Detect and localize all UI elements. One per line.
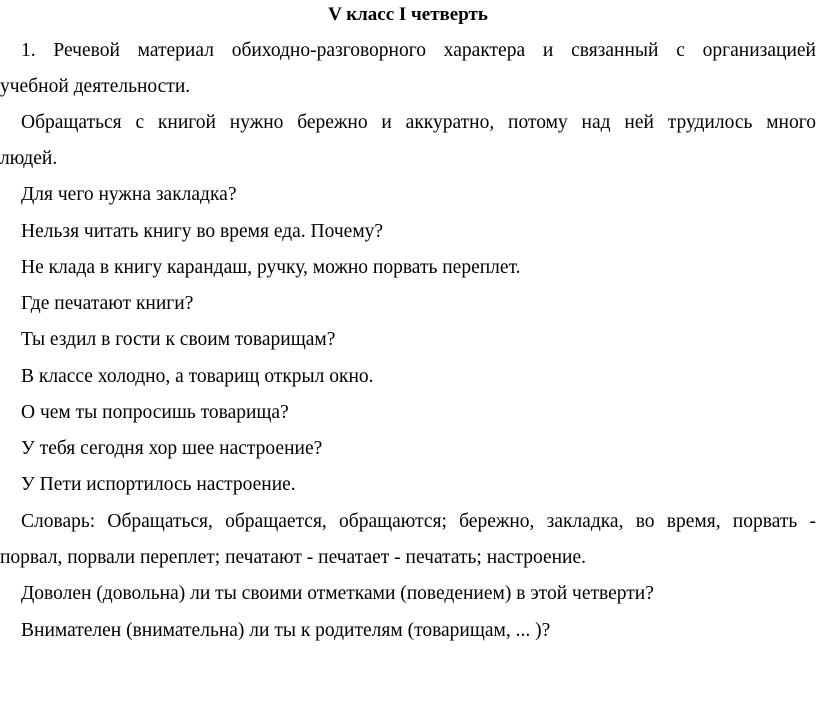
- sentence-line: Не клада в книгу карандаш, ручку, можно порвать переплет.: [21, 257, 521, 278]
- sentence-line: В классе холодно, а товарищ открыл окно.: [21, 366, 374, 387]
- question-line: Внимателен (внимательна) ли ты к родителям (товарищам, ... )?: [21, 620, 551, 641]
- question-line: У тебя сегодня хор шее настроение?: [21, 438, 323, 459]
- sentence-line: У Пети испортилось настроение.: [21, 474, 296, 495]
- paragraph-line: 1. Речевой материал обиходно-разговорного характера и связанный с организацией: [21, 40, 816, 61]
- paragraph-speech-material: [0, 38, 816, 97]
- question-line: Для чего нужна закладка?: [21, 184, 237, 205]
- paragraph-book-care: [0, 110, 816, 169]
- question-line: О чем ты попросишь товарища?: [21, 402, 289, 423]
- question-line: Где печатают книги?: [21, 293, 194, 314]
- document-title: V класс I четверть: [328, 4, 488, 25]
- paragraph-line: людей.: [0, 148, 58, 169]
- paragraph-line: учебной деятельности.: [0, 76, 191, 97]
- paragraph-line: Обращаться с книгой нужно бережно и аккуратно, потому над ней трудилось много: [21, 112, 816, 133]
- paragraph-line: порвал, порвали переплет; печатают - печатает - печатать; настроение.: [0, 547, 587, 568]
- paragraph-line: Словарь: Обращаться, обращается, обращаются; бережно, закладка, во время, порвать -: [21, 511, 816, 532]
- question-line: Нельзя читать книгу во время еда. Почему?: [21, 221, 384, 242]
- question-line: Ты ездил в гости к своим товарищам?: [21, 329, 336, 350]
- paragraph-vocabulary: [0, 509, 816, 568]
- question-line: Доволен (довольна) ли ты своими отметками (поведением) в этой четверти?: [21, 583, 654, 604]
